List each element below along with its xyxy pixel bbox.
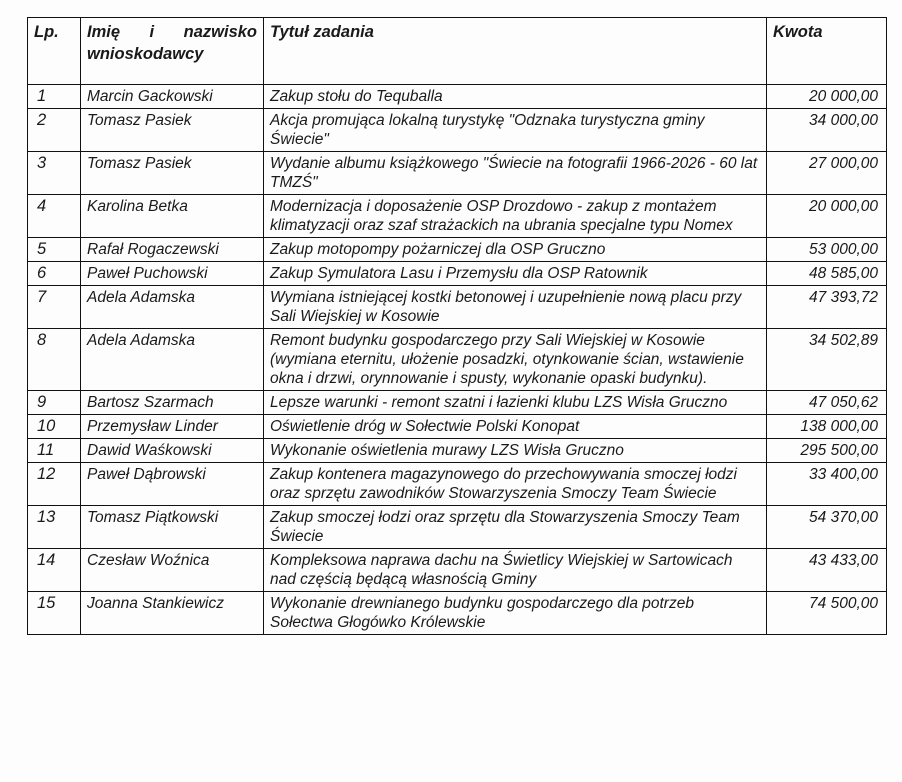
table-row — [28, 592, 887, 635]
row-number: 3 — [28, 152, 81, 195]
task-title: Wykonanie oświetlenia murawy LZS Wisła Gruczno — [264, 439, 767, 463]
table-row — [28, 262, 887, 286]
applicant-name: Czesław Woźnica — [81, 549, 264, 592]
task-title: Oświetlenie dróg w Sołectwie Polski Konopat — [264, 415, 767, 439]
table-row — [28, 463, 887, 506]
table-row — [28, 195, 887, 238]
table-row — [28, 109, 887, 152]
table-row — [28, 238, 887, 262]
task-title: Zakup kontenera magazynowego do przechowywania smoczej łodzi oraz sprzętu zawodników Stowarzyszenia Smoczy Team Świecie — [264, 463, 767, 506]
amount-value: 295 500,00 — [767, 439, 887, 463]
header-applicant — [81, 18, 264, 85]
task-title: Wydanie albumu książkowego "Świecie na fotografii 1966-2026 - 60 lat TMZŚ" — [264, 152, 767, 195]
applicant-name: Tomasz Pasiek — [81, 152, 264, 195]
row-number: 2 — [28, 109, 81, 152]
header-applicant-line1: Imię i nazwisko — [87, 23, 257, 41]
applicant-name: Rafał Rogaczewski — [81, 238, 264, 262]
grant-applications-table — [27, 17, 887, 635]
amount-value: 53 000,00 — [767, 238, 887, 262]
row-number: 4 — [28, 195, 81, 238]
task-title: Modernizacja i doposażenie OSP Drozdowo - zakup z montażem klimatyzacji oraz szaf strażackich na ubrania specjalne typu Nomex — [264, 195, 767, 238]
table-row — [28, 286, 887, 329]
header-task-title: Tytuł zadania — [264, 18, 767, 85]
amount-value: 20 000,00 — [767, 85, 887, 109]
amount-value: 34 502,89 — [767, 329, 887, 391]
row-number: 5 — [28, 238, 81, 262]
table-row — [28, 549, 887, 592]
applicant-name: Adela Adamska — [81, 286, 264, 329]
applicant-name: Przemysław Linder — [81, 415, 264, 439]
header-lp: Lp. — [28, 18, 81, 85]
table-row — [28, 415, 887, 439]
table-row — [28, 85, 887, 109]
applicant-name: Paweł Puchowski — [81, 262, 264, 286]
table-row — [28, 329, 887, 391]
row-number: 6 — [28, 262, 81, 286]
task-title: Lepsze warunki - remont szatni i łazienki klubu LZS Wisła Gruczno — [264, 391, 767, 415]
row-number: 14 — [28, 549, 81, 592]
row-number: 15 — [28, 592, 81, 635]
task-title: Kompleksowa naprawa dachu na Świetlicy Wiejskiej w Sartowicach nad częścią będącą własnością Gminy — [264, 549, 767, 592]
applicant-name: Tomasz Pasiek — [81, 109, 264, 152]
amount-value: 47 393,72 — [767, 286, 887, 329]
amount-value: 20 000,00 — [767, 195, 887, 238]
amount-value: 33 400,00 — [767, 463, 887, 506]
applicant-name: Bartosz Szarmach — [81, 391, 264, 415]
applicant-name: Tomasz Piątkowski — [81, 506, 264, 549]
row-number: 11 — [28, 439, 81, 463]
amount-value: 47 050,62 — [767, 391, 887, 415]
amount-value: 54 370,00 — [767, 506, 887, 549]
task-title: Zakup Symulatora Lasu i Przemysłu dla OSP Ratownik — [264, 262, 767, 286]
task-title: Remont budynku gospodarczego przy Sali Wiejskiej w Kosowie (wymiana eternitu, ułożenie posadzki, otynkowanie ścian, wstawienie okna i drzwi, orynnowanie i spusty, wykonanie opaski budynku). — [264, 329, 767, 391]
amount-value: 48 585,00 — [767, 262, 887, 286]
table-row — [28, 506, 887, 549]
table-row — [28, 152, 887, 195]
header-amount: Kwota — [767, 18, 887, 85]
row-number: 12 — [28, 463, 81, 506]
task-title: Wymiana istniejącej kostki betonowej i uzupełnienie nową placu przy Sali Wiejskiej w Kosowie — [264, 286, 767, 329]
table-body — [28, 85, 887, 635]
amount-value: 34 000,00 — [767, 109, 887, 152]
task-title: Wykonanie drewnianego budynku gospodarczego dla potrzeb Sołectwa Głogówko Królewskie — [264, 592, 767, 635]
header-applicant-line2: wnioskodawcy — [87, 45, 204, 63]
applicant-name: Joanna Stankiewicz — [81, 592, 264, 635]
applicant-name: Marcin Gackowski — [81, 85, 264, 109]
row-number: 13 — [28, 506, 81, 549]
amount-value: 74 500,00 — [767, 592, 887, 635]
row-number: 10 — [28, 415, 81, 439]
applicant-name: Adela Adamska — [81, 329, 264, 391]
task-title: Zakup smoczej łodzi oraz sprzętu dla Stowarzyszenia Smoczy Team Świecie — [264, 506, 767, 549]
applicant-name: Dawid Waśkowski — [81, 439, 264, 463]
row-number: 9 — [28, 391, 81, 415]
row-number: 1 — [28, 85, 81, 109]
table-header-row — [28, 18, 887, 85]
applicant-name: Karolina Betka — [81, 195, 264, 238]
row-number: 7 — [28, 286, 81, 329]
table-row — [28, 439, 887, 463]
table-row — [28, 391, 887, 415]
amount-value: 138 000,00 — [767, 415, 887, 439]
task-title: Zakup motopompy pożarniczej dla OSP Gruczno — [264, 238, 767, 262]
task-title: Zakup stołu do Tequballa — [264, 85, 767, 109]
row-number: 8 — [28, 329, 81, 391]
applicant-name: Paweł Dąbrowski — [81, 463, 264, 506]
task-title: Akcja promująca lokalną turystykę "Odznaka turystyczna gminy Świecie" — [264, 109, 767, 152]
amount-value: 43 433,00 — [767, 549, 887, 592]
amount-value: 27 000,00 — [767, 152, 887, 195]
